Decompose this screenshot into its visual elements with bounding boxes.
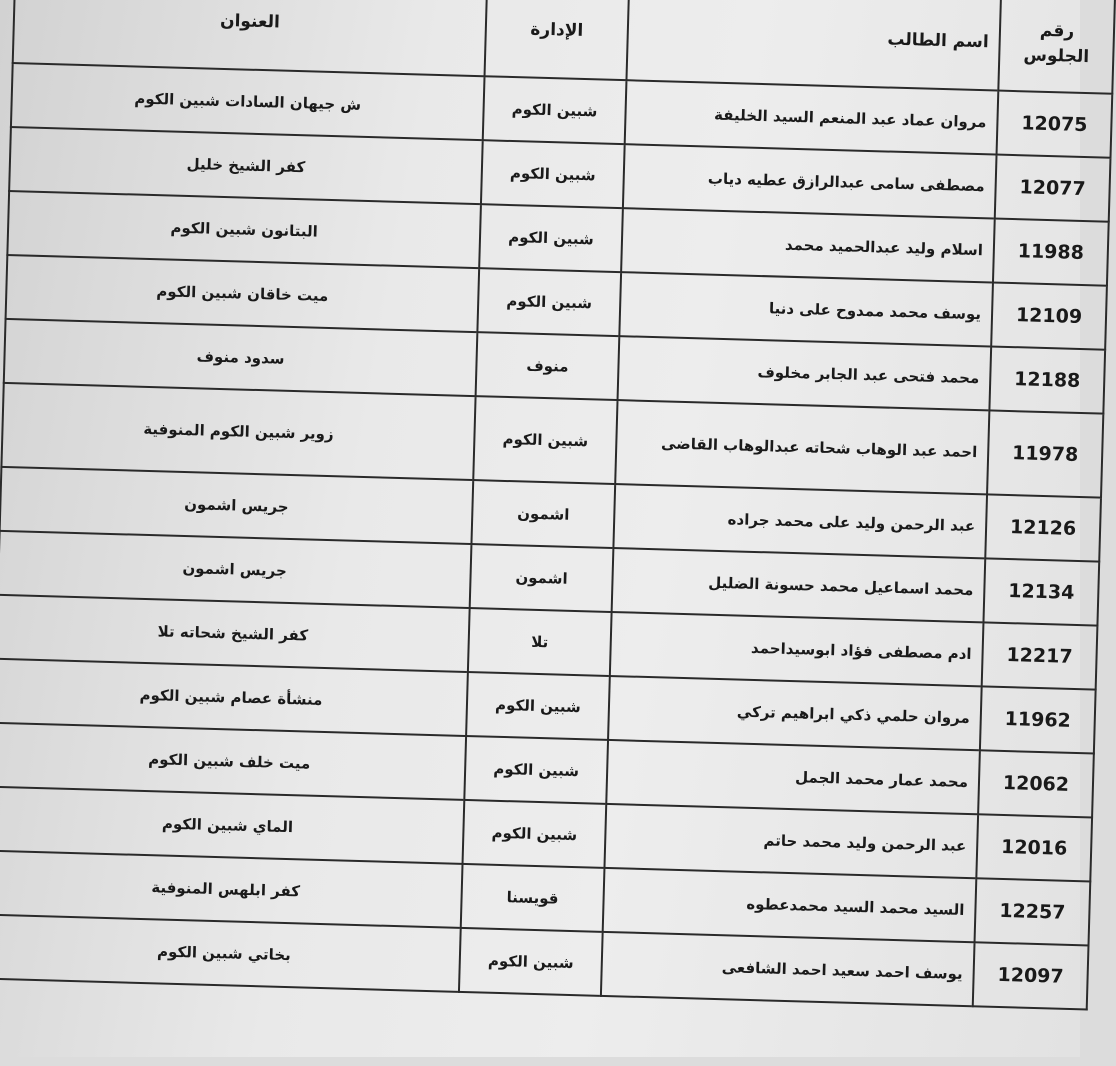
student-name-cell: اسلام وليد عبدالحميد محمد bbox=[621, 208, 995, 282]
department-cell: شبين الكوم bbox=[464, 736, 608, 804]
address-cell: بخاتي شبين الكوم bbox=[0, 915, 461, 992]
address-cell: زوير شبين الكوم المنوفية bbox=[1, 383, 475, 480]
student-name-cell: يوسف احمد سعيد احمد الشافعى bbox=[601, 932, 975, 1006]
student-name-cell: محمد عمار محمد الجمل bbox=[606, 740, 980, 814]
student-name-cell: مصطفى سامى عبدالرازق عطيه دياب bbox=[623, 144, 997, 218]
address-cell: كفر الشيخ خليل bbox=[9, 127, 483, 204]
student-name-cell: مروان عماد عبد المنعم السيد الخليفة bbox=[625, 80, 999, 154]
seat-number-cell: 12077 bbox=[995, 155, 1111, 222]
department-cell: شبين الكوم bbox=[477, 268, 621, 336]
department-cell: قويسنا bbox=[461, 864, 605, 932]
department-cell: شبين الكوم bbox=[466, 672, 610, 740]
department-cell: اشمون bbox=[471, 480, 615, 548]
address-cell: ش جيهان السادات شبين الكوم bbox=[11, 63, 485, 140]
student-name-cell: يوسف محمد ممدوح على دنيا bbox=[619, 272, 993, 346]
seat-number-cell: 12134 bbox=[983, 558, 1099, 625]
seat-number-cell: 11978 bbox=[987, 410, 1103, 497]
department-cell: شبين الكوم bbox=[483, 76, 627, 144]
address-cell: كفر ابلهس المنوفية bbox=[0, 851, 463, 928]
seat-number-cell: 12109 bbox=[991, 283, 1107, 350]
seat-number-cell: 11962 bbox=[980, 686, 1096, 753]
seat-number-cell: 12016 bbox=[976, 814, 1092, 881]
address-cell: منشأة عصام شبين الكوم bbox=[0, 659, 468, 736]
address-cell: الماي شبين الكوم bbox=[0, 787, 464, 864]
seat-number-cell: 12126 bbox=[985, 494, 1101, 561]
seat-number-cell: 12062 bbox=[978, 750, 1094, 817]
department-cell: شبين الكوم bbox=[473, 396, 617, 484]
student-name-cell: عبد الرحمن وليد على محمد جراده bbox=[613, 484, 987, 558]
department-cell: تلا bbox=[468, 608, 612, 676]
header-address: العنوان bbox=[13, 0, 487, 76]
seat-number-cell: 12257 bbox=[975, 878, 1091, 945]
department-cell: شبين الكوم bbox=[481, 140, 625, 208]
address-cell: سدود منوف bbox=[4, 319, 478, 396]
seat-number-cell: 12188 bbox=[989, 346, 1105, 413]
seat-number-cell: 11988 bbox=[993, 219, 1109, 286]
student-name-cell: السيد محمد السيد محمدعطوه bbox=[603, 868, 977, 942]
address-cell: كفر الشيخ شحاته تلا bbox=[0, 595, 470, 672]
header-seat-number: رقم الجلوس bbox=[998, 0, 1115, 94]
student-name-cell: عبد الرحمن وليد محمد حاتم bbox=[604, 804, 978, 878]
student-name-cell: ادم مصطفى فؤاد ابوسيداحمد bbox=[610, 612, 984, 686]
seat-number-cell: 12097 bbox=[973, 942, 1089, 1009]
department-cell: شبين الكوم bbox=[459, 928, 603, 996]
table-body bbox=[0, 63, 1112, 1009]
student-name-cell: محمد اسماعيل محمد حسونة الضليل bbox=[612, 548, 986, 622]
student-name-cell: مروان حلمي ذكي ابراهيم تركي bbox=[608, 676, 982, 750]
address-cell: جريس اشمون bbox=[0, 467, 473, 544]
address-cell: البتانون شبين الكوم bbox=[7, 191, 481, 268]
student-name-cell: احمد عبد الوهاب شحاته عبدالوهاب القاضى bbox=[615, 400, 989, 494]
address-cell: ميت خلف شبين الكوم bbox=[0, 723, 466, 800]
address-cell: ميت خاقان شبين الكوم bbox=[6, 255, 480, 332]
seat-number-cell: 12217 bbox=[982, 622, 1098, 689]
header-department: الإدارة bbox=[485, 0, 630, 80]
department-cell: منوف bbox=[476, 332, 620, 400]
department-cell: شبين الكوم bbox=[463, 800, 607, 868]
department-cell: اشمون bbox=[470, 544, 614, 612]
department-cell: شبين الكوم bbox=[479, 204, 623, 272]
address-cell: جريس اشمون bbox=[0, 531, 471, 608]
seat-number-cell: 12075 bbox=[997, 91, 1113, 158]
student-name-cell: محمد فتحى عبد الجابر مخلوف bbox=[618, 336, 992, 410]
header-student-name: اسم الطالب bbox=[626, 0, 1001, 91]
